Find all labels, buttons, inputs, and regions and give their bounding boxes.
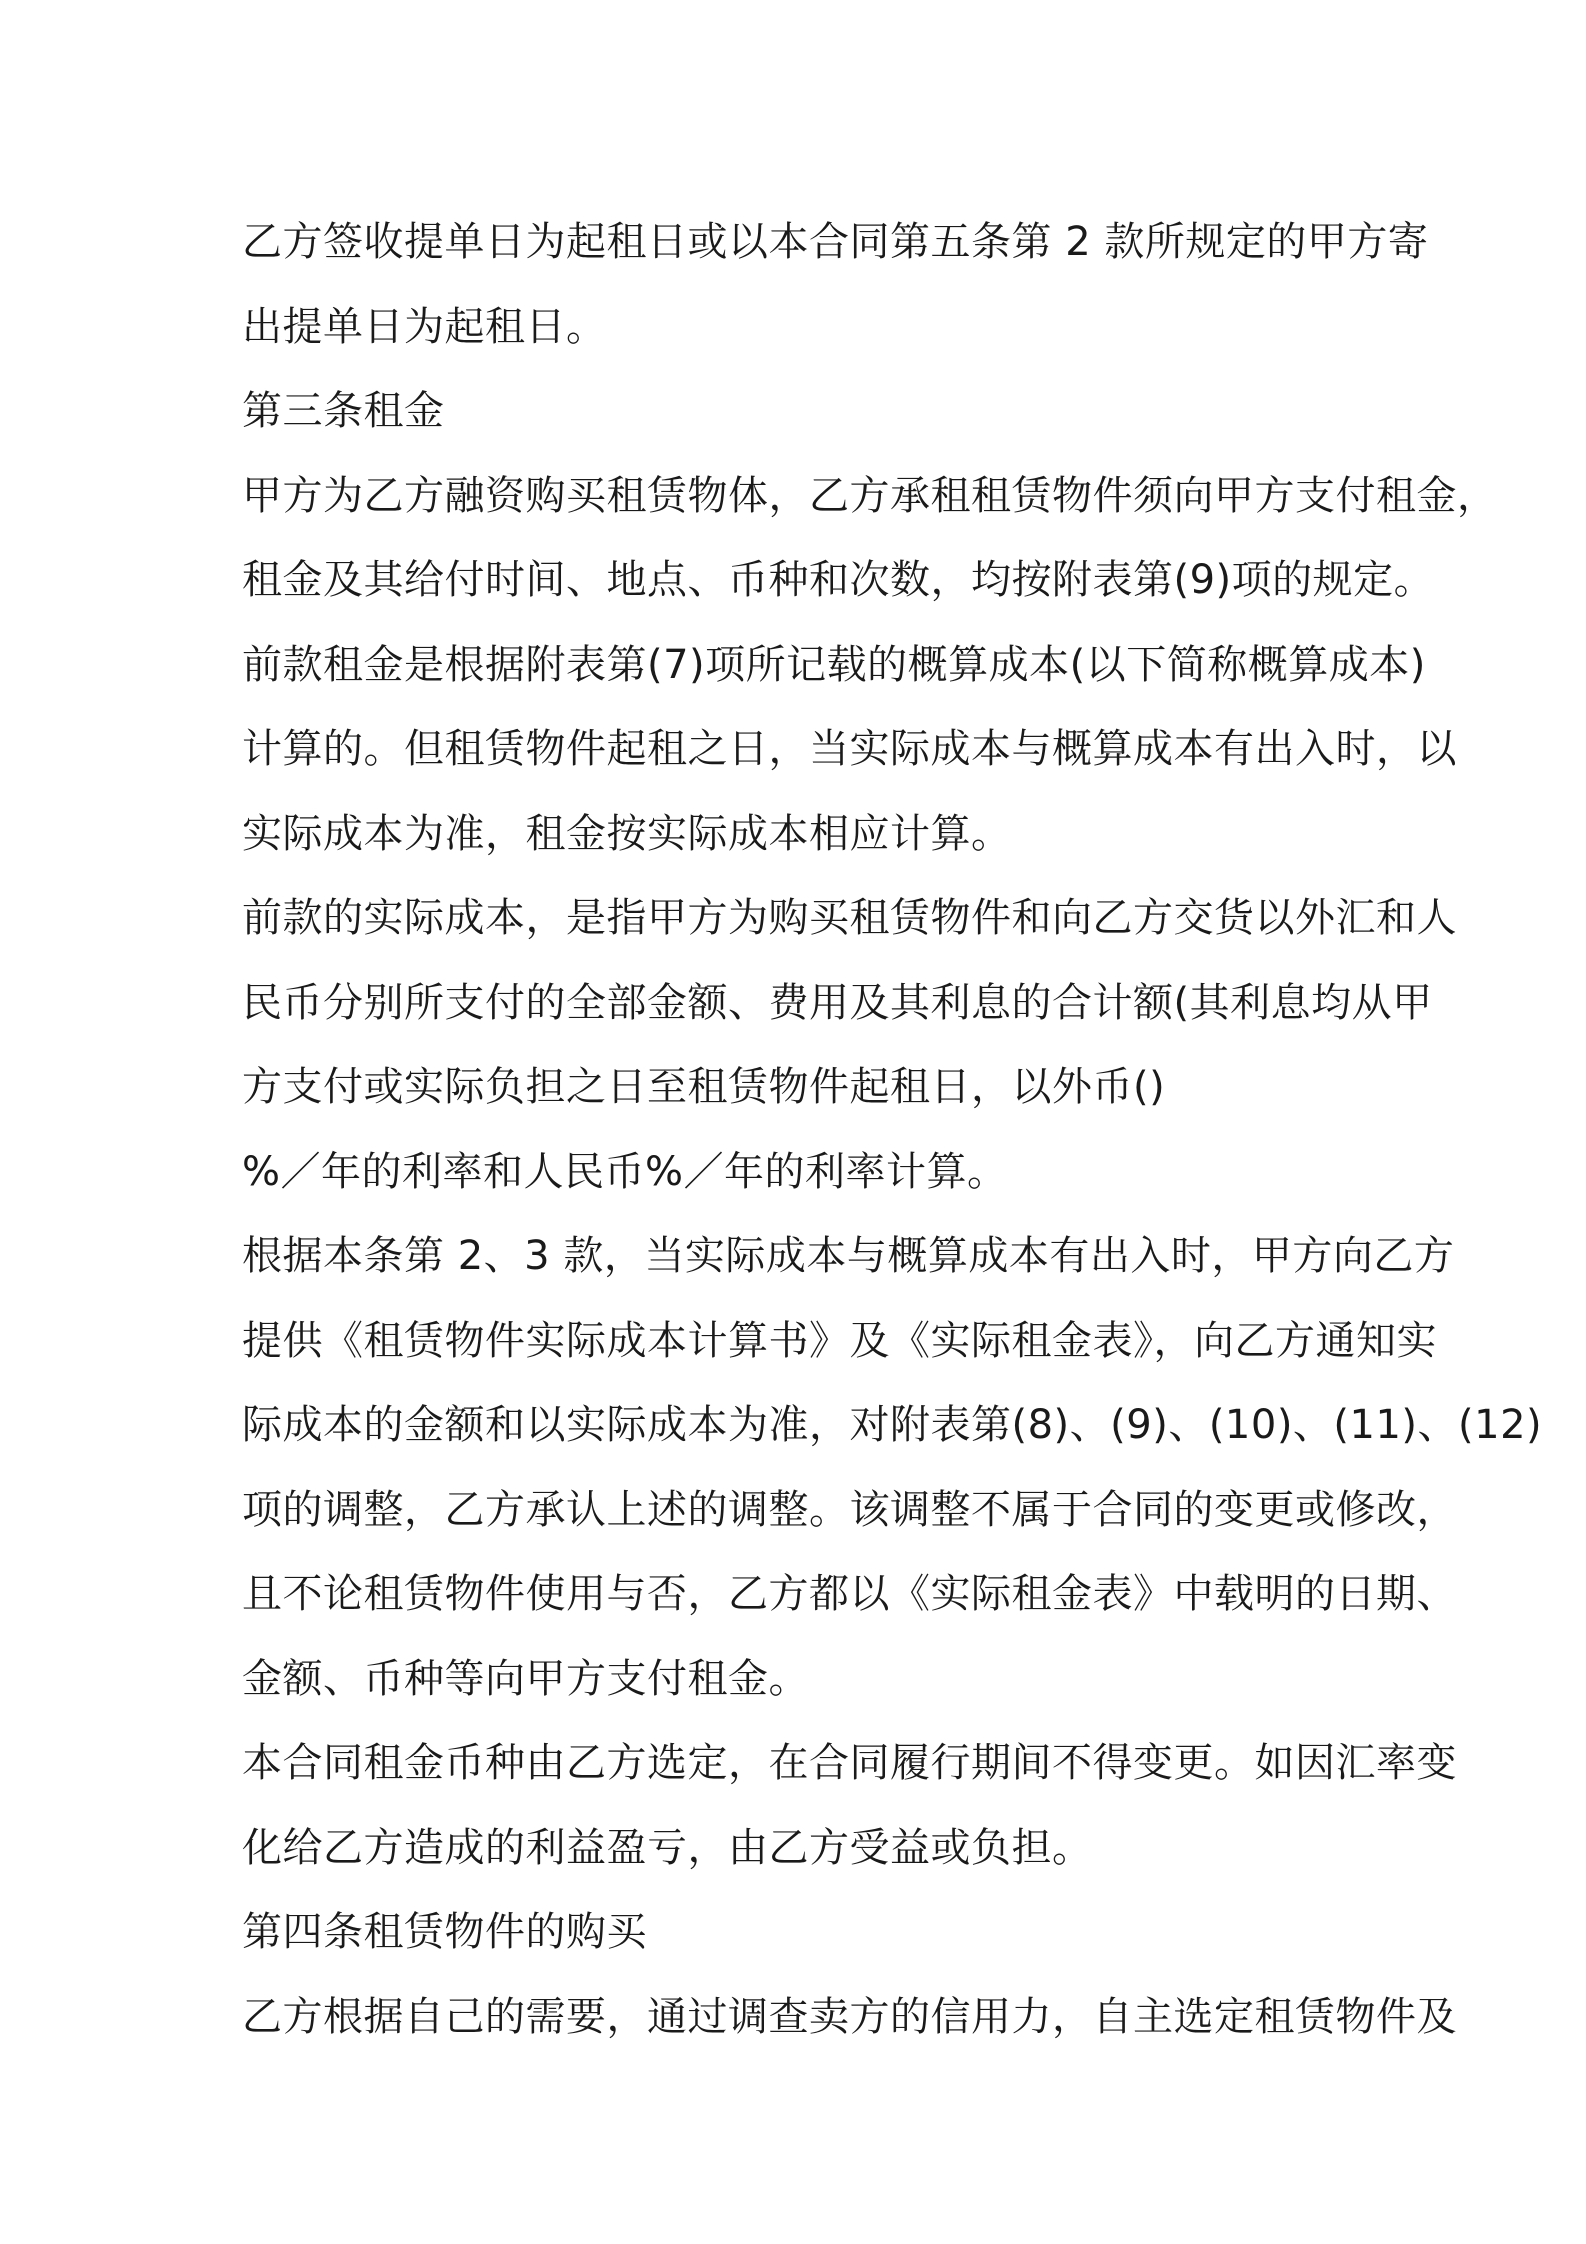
document-page bbox=[242, 200, 1543, 2059]
text-line: 金额、币种等向甲方支付租金。 bbox=[242, 1655, 809, 1702]
text-line: 际成本的金额和以实际成本为准，对附表第(8)、(9)、(10)、(11)、(12) bbox=[242, 1402, 1543, 1448]
section-heading-3: 第三条租金 bbox=[242, 388, 445, 434]
text-line: 实际成本为准，租金按实际成本相应计算。 bbox=[242, 810, 1012, 857]
text-line: 乙方根据自己的需要，通过调查卖方的信用力，自主选定租赁物件及 bbox=[242, 1993, 1457, 2040]
text-line: 项的调整，乙方承认上述的调整。该调整不属于合同的变更或修改， bbox=[242, 1486, 1457, 1533]
text-line: 前款的实际成本，是指甲方为购买租赁物件和向乙方交货以外汇和人 bbox=[242, 895, 1457, 941]
text-line: 根据本条第 2、3 款，当实际成本与概算成本有出入时，甲方向乙方 bbox=[242, 1233, 1455, 1279]
text-line: 乙方签收提单日为起租日或以本合同第五条第 2 款所规定的甲方寄 bbox=[242, 219, 1429, 265]
section-heading-4: 第四条租赁物件的购买 bbox=[242, 1909, 647, 1955]
text-line: 租金及其给付时间、地点、币种和次数，均按附表第(9)项的规定。 bbox=[242, 557, 1435, 603]
text-line: 计算的。但租赁物件起租之日，当实际成本与概算成本有出入时，以 bbox=[242, 726, 1457, 772]
text-line: 方支付或实际负担之日至租赁物件起租日，以外币() bbox=[242, 1064, 1166, 1110]
text-line: 出提单日为起租日。 bbox=[242, 303, 607, 350]
text-line: 化给乙方造成的利益盈亏，由乙方受益或负担。 bbox=[242, 1824, 1093, 1871]
text-line: 提供《租赁物件实际成本计算书》及《实际租金表》，向乙方通知实 bbox=[242, 1317, 1437, 1364]
text-line: 民币分别所支付的全部金额、费用及其利息的合计额(其利息均从甲 bbox=[242, 979, 1433, 1026]
text-line: %／年的利率和人民币%／年的利率计算。 bbox=[242, 1148, 1008, 1195]
text-line: 甲方为乙方融资购买租赁物体，乙方承租租赁物件须向甲方支付租金， bbox=[242, 472, 1498, 519]
text-line: 本合同租金币种由乙方选定，在合同履行期间不得变更。如因汇率变 bbox=[242, 1740, 1457, 1786]
text-line: 且不论租赁物件使用与否，乙方都以《实际租金表》中载明的日期、 bbox=[242, 1571, 1457, 1617]
text-line: 前款租金是根据附表第(7)项所记载的概算成本(以下简称概算成本) bbox=[242, 641, 1426, 688]
